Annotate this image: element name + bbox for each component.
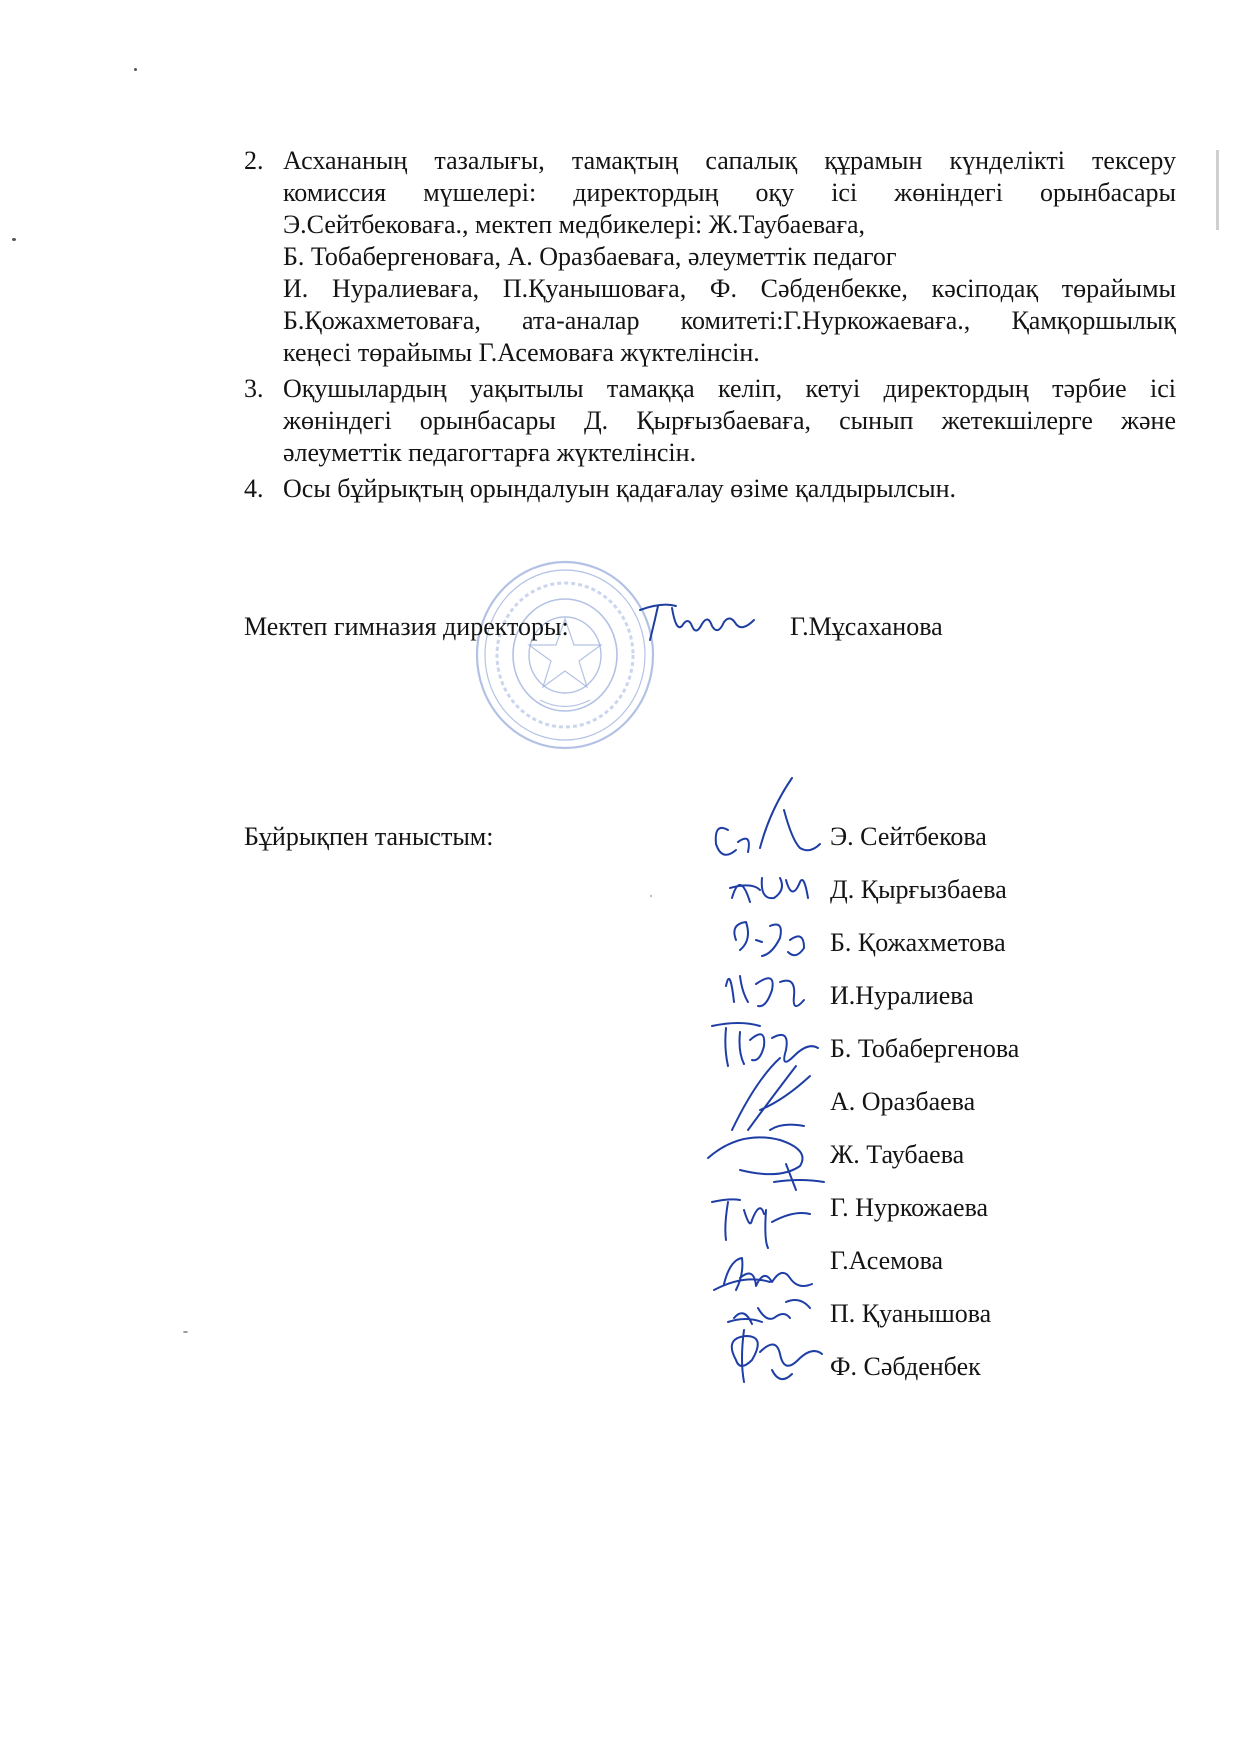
order-list (244, 145, 1176, 509)
order-text-line: Б.Қожахметоваға, ата-аналар комитеті:Г.Нуркожаеваға., Қамқоршылық (283, 306, 1176, 335)
acknowledger-name: Б. Қожахметова (830, 928, 1006, 957)
order-number: 2. (244, 146, 264, 175)
acknowledger-name: Б. Тобабергенова (830, 1034, 1020, 1063)
acknowledger-name: Ж. Таубаева (830, 1140, 965, 1169)
handwritten-signatures (700, 770, 840, 1390)
acknowledger-name: Э. Сейтбекова (830, 822, 987, 851)
scan-speck (183, 1331, 188, 1333)
order-number: 4. (244, 474, 264, 503)
order-item-3 (244, 373, 1176, 469)
order-item-2 (244, 145, 1176, 369)
order-text-line: комиссия мүшелері: директордың оқу ісі жөніндегі орынбасары (283, 178, 1176, 207)
order-text-line: әлеуметтік педагогтарға жүктелінсін. (283, 438, 697, 467)
acknowledger-name: Д. Қырғызбаева (830, 875, 1007, 904)
acknowledger-name: И.Нуралиева (830, 981, 974, 1010)
list-item (830, 1352, 1019, 1405)
order-text-line: Э.Сейтбековаға., мектеп медбикелері: Ж.Таубаеваға, (283, 210, 866, 239)
order-text-line: кеңесі төрайымы Г.Асемоваға жүктелінсін. (283, 338, 760, 367)
order-text-line: Б. Тобабергеноваға, А. Оразбаеваға, әлеуметтік педагог (283, 242, 897, 271)
official-stamp (470, 555, 660, 755)
scan-speck (134, 68, 137, 71)
order-number: 3. (244, 374, 264, 403)
director-label: Мектеп гимназия директоры: (244, 612, 569, 641)
order-text-line: жөніндегі орынбасары Д. Қырғызбаеваға, сынып жетекшілерге және (283, 406, 1176, 435)
acknowledger-name: Г.Асемова (830, 1246, 944, 1275)
acknowledger-name: П. Қуанышова (830, 1299, 992, 1328)
order-item-4 (244, 473, 1176, 505)
order-text-line: И. Нуралиеваға, П.Қуанышоваға, Ф. Сәбденбекке, кәсіподақ төрайымы (283, 274, 1176, 303)
scan-speck (12, 238, 16, 241)
scan-speck (650, 895, 652, 897)
acknowledger-name: Ф. Сәбденбек (830, 1352, 981, 1381)
order-text-line: Оқушылардың уақытылы тамаққа келіп, кетуі директордың тәрбие ісі (283, 374, 1176, 403)
scan-mark (1216, 150, 1219, 230)
acknowledger-name: А. Оразбаева (830, 1087, 976, 1116)
order-text-line: Асхананың тазалығы, тамақтың сапалық құрамын күнделікті тексеру (283, 146, 1176, 175)
director-name: Г.Мұсаханова (790, 612, 943, 641)
acknowledgement-label: Бұйрықпен таныстым: (244, 822, 494, 851)
order-text-line: Осы бұйрықтың орындалуын қадағалау өзіме қалдырылсын. (283, 474, 957, 503)
acknowledgement-name-list (830, 822, 1019, 1405)
director-signature (632, 596, 762, 648)
acknowledger-name: Г. Нуркожаева (830, 1193, 989, 1222)
